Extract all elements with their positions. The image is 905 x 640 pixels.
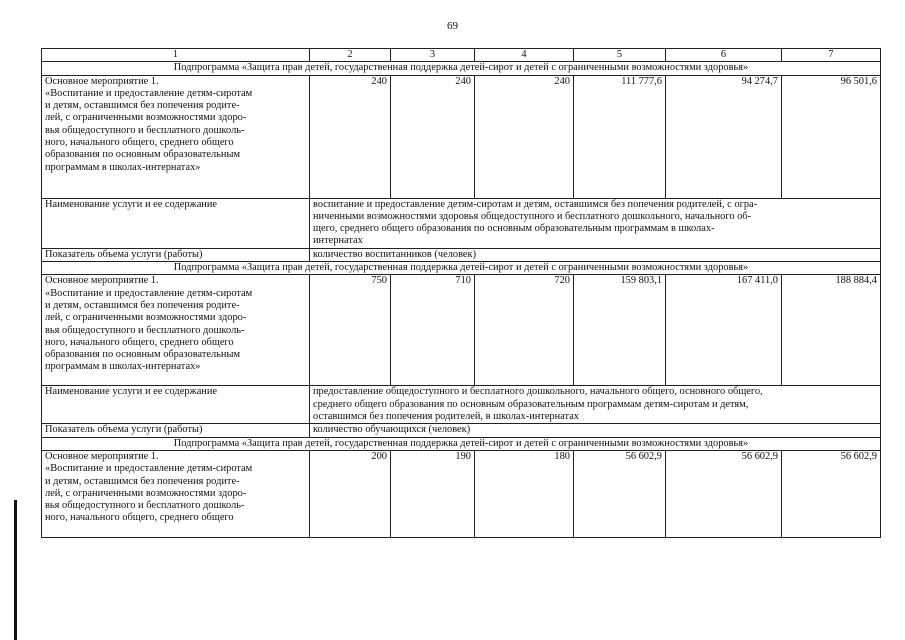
left-margin-rule bbox=[14, 500, 17, 640]
column-header: 7 bbox=[782, 49, 881, 62]
value-cell: 94 274,7 bbox=[666, 75, 782, 198]
subprogram-title: Подпрограмма «Защита прав детей, государственная поддержка детей-сирот и детей с ограниченными возможностями здоровья» bbox=[42, 62, 881, 75]
service-text: воспитание и предоставление детям-сиротам и детям, оставшимся без попечения родителей, с огра- ниченными возможностями здоровья общедоступного и бесплатного дошкольного, начального об- щего, среднего общего образования по основным образовательным программам в школах- интернатах bbox=[310, 198, 881, 248]
service-row bbox=[42, 198, 881, 248]
activity-row bbox=[42, 450, 881, 537]
indicator-label: Показатель объема услуги (работы) bbox=[42, 248, 310, 261]
service-text: предоставление общедоступного и бесплатного дошкольного, начального общего, основного общего, среднего общего образования по основным образовательным программам детям-сиротам и детям, оставшимся без попечения родителей, в школах-интернатах bbox=[310, 386, 881, 424]
indicator-text: количество воспитанников (человек) bbox=[310, 248, 881, 261]
value-cell: 240 bbox=[475, 75, 574, 198]
value-cell: 56 602,9 bbox=[666, 450, 782, 537]
value-cell: 240 bbox=[391, 75, 475, 198]
indicator-row bbox=[42, 248, 881, 261]
value-cell: 710 bbox=[391, 275, 475, 386]
value-cell: 111 777,6 bbox=[574, 75, 666, 198]
value-cell: 167 411,0 bbox=[666, 275, 782, 386]
column-header: 3 bbox=[391, 49, 475, 62]
activity-description: Основное мероприятие 1. «Воспитание и предоставление детям-сиротам и детям, оставшимся без попечения родите- лей, с ограниченными возможностями здоро- вья общедоступного и бесплатного дошколь- ного, начального общего, среднего общего bbox=[42, 450, 310, 537]
subprogram-row bbox=[42, 262, 881, 275]
column-header: 1 bbox=[42, 49, 310, 62]
value-cell: 240 bbox=[310, 75, 391, 198]
indicator-label: Показатель объема услуги (работы) bbox=[42, 424, 310, 437]
service-label: Наименование услуги и ее содержание bbox=[42, 198, 310, 248]
indicator-row bbox=[42, 424, 881, 437]
value-cell: 750 bbox=[310, 275, 391, 386]
service-label: Наименование услуги и ее содержание bbox=[42, 386, 310, 424]
indicator-text: количество обучающихся (человек) bbox=[310, 424, 881, 437]
value-cell: 159 803,1 bbox=[574, 275, 666, 386]
value-cell: 180 bbox=[475, 450, 574, 537]
column-header: 2 bbox=[310, 49, 391, 62]
activity-row bbox=[42, 75, 881, 198]
activity-row bbox=[42, 275, 881, 386]
activity-description: Основное мероприятие 1. «Воспитание и предоставление детям-сиротам и детям, оставшимся без попечения родите- лей, с ограниченными возможностями здоро- вья общедоступного и бесплатного дошколь- ного, начального общего, среднего общего образования по основным образовательным программам в школах-интернатах» bbox=[42, 75, 310, 198]
subprogram-row bbox=[42, 62, 881, 75]
column-header: 5 bbox=[574, 49, 666, 62]
activity-description: Основное мероприятие 1. «Воспитание и предоставление детям-сиротам и детям, оставшимся без попечения родите- лей, с ограниченными возможностями здоро- вья общедоступного и бесплатного дошколь- ного, начального общего, среднего общего образования по основным образовательным программам в школах-интернатах» bbox=[42, 275, 310, 386]
value-cell: 56 602,9 bbox=[574, 450, 666, 537]
page-number: 69 bbox=[447, 20, 458, 32]
value-cell: 188 884,4 bbox=[782, 275, 881, 386]
subprogram-row bbox=[42, 437, 881, 450]
subprogram-title: Подпрограмма «Защита прав детей, государственная поддержка детей-сирот и детей с ограниченными возможностями здоровья» bbox=[42, 262, 881, 275]
value-cell: 720 bbox=[475, 275, 574, 386]
value-cell: 96 501,6 bbox=[782, 75, 881, 198]
value-cell: 190 bbox=[391, 450, 475, 537]
column-header: 4 bbox=[475, 49, 574, 62]
value-cell: 200 bbox=[310, 450, 391, 537]
column-header: 6 bbox=[666, 49, 782, 62]
service-row bbox=[42, 386, 881, 424]
column-header-row bbox=[42, 49, 881, 62]
budget-table bbox=[41, 48, 881, 538]
value-cell: 56 602,9 bbox=[782, 450, 881, 537]
subprogram-title: Подпрограмма «Защита прав детей, государственная поддержка детей-сирот и детей с ограниченными возможностями здоровья» bbox=[42, 437, 881, 450]
